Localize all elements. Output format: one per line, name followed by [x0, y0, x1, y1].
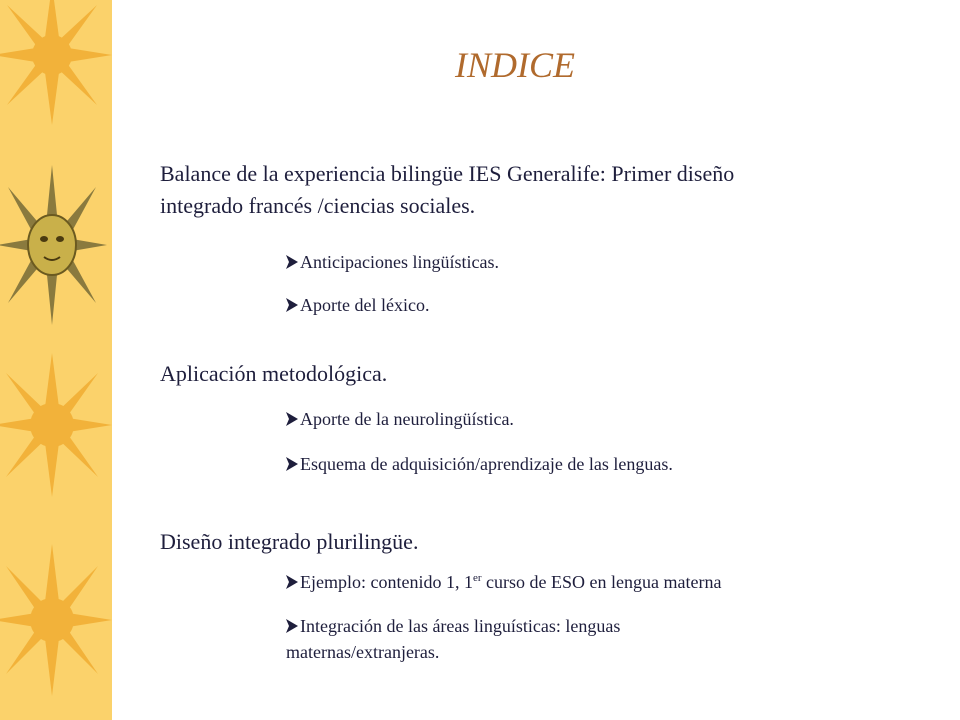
sun-icon — [0, 535, 112, 705]
list-item — [286, 292, 429, 318]
superscript: er — [472, 572, 482, 584]
slide-title: INDICE — [455, 45, 575, 85]
list-item-label: Ejemplo: contenido 1, 1 — [300, 572, 473, 592]
arrow-bullet-icon — [286, 298, 298, 312]
decorative-sidebar — [0, 0, 112, 720]
list-item — [286, 613, 620, 665]
arrow-bullet-icon — [286, 619, 298, 633]
list-item-label: Aporte del léxico. — [300, 295, 430, 315]
arrow-bullet-icon — [286, 457, 298, 471]
sun-face-icon — [0, 165, 112, 325]
list-item-label: Aporte de la neurolingüística. — [300, 409, 514, 429]
arrow-bullet-icon — [286, 255, 298, 269]
list-item-label: curso de ESO en lengua materna — [481, 572, 722, 592]
list-item — [286, 249, 499, 275]
list-item-continuation: maternas/extranjeras. — [286, 642, 440, 662]
heading-line: integrado francés /ciencias sociales. — [160, 193, 476, 218]
list-item-label: Anticipaciones lingüísticas. — [300, 252, 499, 272]
heading-line: Balance de la experiencia bilingüe IES Generalife: Primer diseño — [160, 161, 735, 186]
section-heading — [160, 158, 734, 222]
section-heading: Diseño integrado plurilingüe. — [160, 529, 419, 554]
sun-icon — [0, 345, 112, 505]
list-item-label: Integración de las áreas linguísticas: lenguas — [300, 616, 621, 636]
list-item — [286, 569, 721, 595]
list-item — [286, 451, 673, 477]
list-item-label: Esquema de adquisición/aprendizaje de las lenguas. — [300, 454, 673, 474]
section-heading: Aplicación metodológica. — [160, 361, 388, 386]
arrow-bullet-icon — [286, 575, 298, 589]
arrow-bullet-icon — [286, 412, 298, 426]
list-item — [286, 406, 514, 432]
